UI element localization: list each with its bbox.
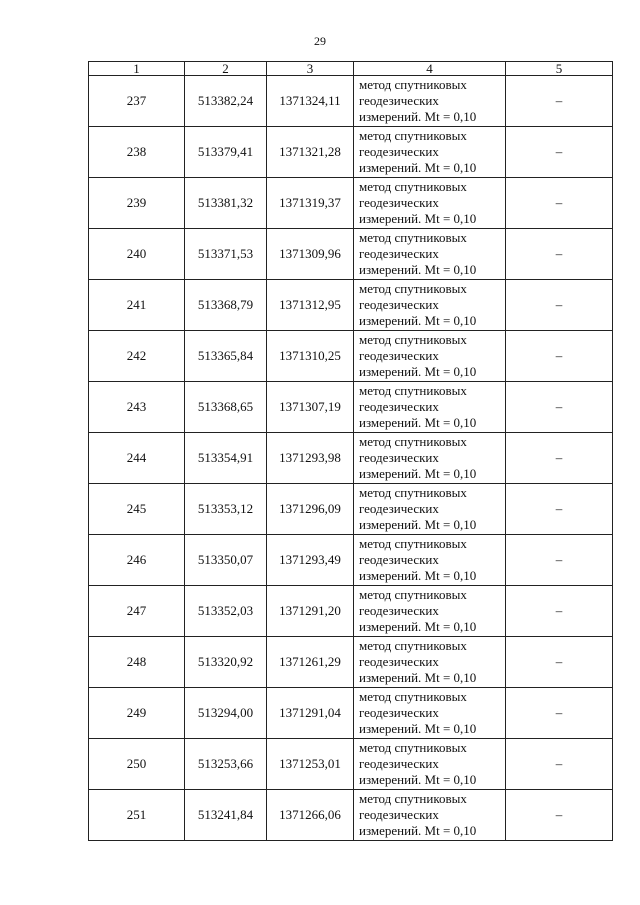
y-coordinate-cell: 1371253,01 — [267, 739, 354, 790]
point-number-cell: 246 — [89, 535, 185, 586]
method-text-line: геодезических — [359, 501, 439, 516]
note-cell: – — [506, 76, 613, 127]
note-cell: – — [506, 382, 613, 433]
method-text-line: измерений. Mt = 0,10 — [359, 364, 477, 379]
method-cell — [354, 637, 506, 688]
method-text-line: измерений. Mt = 0,10 — [359, 211, 477, 226]
method-text-line: метод спутниковых — [359, 332, 467, 347]
x-coordinate-cell: 513294,00 — [185, 688, 267, 739]
method-text-line: геодезических — [359, 246, 439, 261]
method-text-line: геодезических — [359, 450, 439, 465]
y-coordinate-cell: 1371293,49 — [267, 535, 354, 586]
method-text-line: метод спутниковых — [359, 638, 467, 653]
y-coordinate-cell: 1371324,11 — [267, 76, 354, 127]
header-col-2: 2 — [185, 62, 267, 76]
note-cell: – — [506, 229, 613, 280]
note-cell: – — [506, 586, 613, 637]
x-coordinate-cell: 513253,66 — [185, 739, 267, 790]
method-text-line: метод спутниковых — [359, 128, 467, 143]
point-number-cell: 238 — [89, 127, 185, 178]
method-text-line: геодезических — [359, 654, 439, 669]
table-row — [89, 331, 613, 382]
header-col-3: 3 — [267, 62, 354, 76]
method-text-line: метод спутниковых — [359, 689, 467, 704]
point-number-cell: 244 — [89, 433, 185, 484]
y-coordinate-cell: 1371310,25 — [267, 331, 354, 382]
x-coordinate-cell: 513382,24 — [185, 76, 267, 127]
note-cell: – — [506, 790, 613, 841]
table-row — [89, 637, 613, 688]
method-cell — [354, 739, 506, 790]
y-coordinate-cell: 1371307,19 — [267, 382, 354, 433]
y-coordinate-cell: 1371321,28 — [267, 127, 354, 178]
method-cell — [354, 790, 506, 841]
note-cell: – — [506, 535, 613, 586]
table-row — [89, 178, 613, 229]
method-cell — [354, 586, 506, 637]
method-text-line: геодезических — [359, 93, 439, 108]
note-cell: – — [506, 331, 613, 382]
method-text-line: метод спутниковых — [359, 179, 467, 194]
method-cell — [354, 535, 506, 586]
point-number-cell: 249 — [89, 688, 185, 739]
point-number-cell: 250 — [89, 739, 185, 790]
x-coordinate-cell: 513371,53 — [185, 229, 267, 280]
table-header — [89, 62, 613, 76]
header-col-1: 1 — [89, 62, 185, 76]
table-row — [89, 127, 613, 178]
note-cell: – — [506, 178, 613, 229]
method-text-line: измерений. Mt = 0,10 — [359, 670, 477, 685]
method-cell — [354, 331, 506, 382]
x-coordinate-cell: 513368,79 — [185, 280, 267, 331]
method-text-line: метод спутниковых — [359, 536, 467, 551]
y-coordinate-cell: 1371266,06 — [267, 790, 354, 841]
method-cell — [354, 688, 506, 739]
y-coordinate-cell: 1371309,96 — [267, 229, 354, 280]
method-text-line: геодезических — [359, 756, 439, 771]
y-coordinate-cell: 1371296,09 — [267, 484, 354, 535]
note-cell: – — [506, 739, 613, 790]
method-cell — [354, 484, 506, 535]
table-row — [89, 688, 613, 739]
point-number-cell: 251 — [89, 790, 185, 841]
table-row — [89, 280, 613, 331]
point-number-cell: 241 — [89, 280, 185, 331]
note-cell: – — [506, 688, 613, 739]
point-number-cell: 239 — [89, 178, 185, 229]
page-number: 29 — [314, 34, 326, 48]
table-body — [89, 76, 613, 841]
method-text-line: метод спутниковых — [359, 383, 467, 398]
table-row — [89, 535, 613, 586]
note-cell: – — [506, 127, 613, 178]
point-number-cell: 243 — [89, 382, 185, 433]
method-text-line: измерений. Mt = 0,10 — [359, 721, 477, 736]
point-number-cell: 242 — [89, 331, 185, 382]
header-col-4: 4 — [354, 62, 506, 76]
note-cell: – — [506, 280, 613, 331]
x-coordinate-cell: 513379,41 — [185, 127, 267, 178]
x-coordinate-cell: 513320,92 — [185, 637, 267, 688]
method-text-line: геодезических — [359, 552, 439, 567]
y-coordinate-cell: 1371293,98 — [267, 433, 354, 484]
point-number-cell: 237 — [89, 76, 185, 127]
point-number-cell: 245 — [89, 484, 185, 535]
method-text-line: метод спутниковых — [359, 230, 467, 245]
table-row — [89, 739, 613, 790]
method-cell — [354, 433, 506, 484]
note-cell: – — [506, 637, 613, 688]
table-row — [89, 382, 613, 433]
table-row — [89, 229, 613, 280]
method-text-line: измерений. Mt = 0,10 — [359, 415, 477, 430]
table-row — [89, 586, 613, 637]
method-text-line: геодезических — [359, 807, 439, 822]
point-number-cell: 247 — [89, 586, 185, 637]
table-row — [89, 433, 613, 484]
y-coordinate-cell: 1371291,04 — [267, 688, 354, 739]
method-cell — [354, 127, 506, 178]
y-coordinate-cell: 1371291,20 — [267, 586, 354, 637]
table-row — [89, 484, 613, 535]
note-cell: – — [506, 433, 613, 484]
method-text-line: измерений. Mt = 0,10 — [359, 109, 477, 124]
y-coordinate-cell: 1371312,95 — [267, 280, 354, 331]
method-text-line: измерений. Mt = 0,10 — [359, 313, 477, 328]
x-coordinate-cell: 513381,32 — [185, 178, 267, 229]
method-text-line: измерений. Mt = 0,10 — [359, 568, 477, 583]
note-cell: – — [506, 484, 613, 535]
x-coordinate-cell: 513368,65 — [185, 382, 267, 433]
method-text-line: метод спутниковых — [359, 77, 467, 92]
method-text-line: измерений. Mt = 0,10 — [359, 466, 477, 481]
x-coordinate-cell: 513241,84 — [185, 790, 267, 841]
method-text-line: геодезических — [359, 348, 439, 363]
method-text-line: измерений. Mt = 0,10 — [359, 517, 477, 532]
method-text-line: измерений. Mt = 0,10 — [359, 823, 477, 838]
method-text-line: измерений. Mt = 0,10 — [359, 619, 477, 634]
header-col-5: 5 — [506, 62, 613, 76]
method-cell — [354, 178, 506, 229]
method-text-line: геодезических — [359, 144, 439, 159]
y-coordinate-cell: 1371261,29 — [267, 637, 354, 688]
method-text-line: метод спутниковых — [359, 740, 467, 755]
y-coordinate-cell: 1371319,37 — [267, 178, 354, 229]
coordinates-table — [88, 61, 613, 841]
method-text-line: геодезических — [359, 399, 439, 414]
method-cell — [354, 280, 506, 331]
method-text-line: измерений. Mt = 0,10 — [359, 262, 477, 277]
method-text-line: метод спутниковых — [359, 281, 467, 296]
table-row — [89, 790, 613, 841]
method-text-line: геодезических — [359, 705, 439, 720]
method-text-line: геодезических — [359, 297, 439, 312]
method-text-line: метод спутниковых — [359, 791, 467, 806]
point-number-cell: 240 — [89, 229, 185, 280]
table-row — [89, 76, 613, 127]
method-text-line: геодезических — [359, 603, 439, 618]
method-cell — [354, 382, 506, 433]
x-coordinate-cell: 513352,03 — [185, 586, 267, 637]
method-text-line: метод спутниковых — [359, 587, 467, 602]
x-coordinate-cell: 513354,91 — [185, 433, 267, 484]
method-cell — [354, 76, 506, 127]
x-coordinate-cell: 513365,84 — [185, 331, 267, 382]
x-coordinate-cell: 513353,12 — [185, 484, 267, 535]
point-number-cell: 248 — [89, 637, 185, 688]
method-text-line: геодезических — [359, 195, 439, 210]
method-text-line: метод спутниковых — [359, 485, 467, 500]
x-coordinate-cell: 513350,07 — [185, 535, 267, 586]
method-text-line: измерений. Mt = 0,10 — [359, 772, 477, 787]
method-cell — [354, 229, 506, 280]
method-text-line: метод спутниковых — [359, 434, 467, 449]
header-row — [89, 62, 613, 76]
method-text-line: измерений. Mt = 0,10 — [359, 160, 477, 175]
